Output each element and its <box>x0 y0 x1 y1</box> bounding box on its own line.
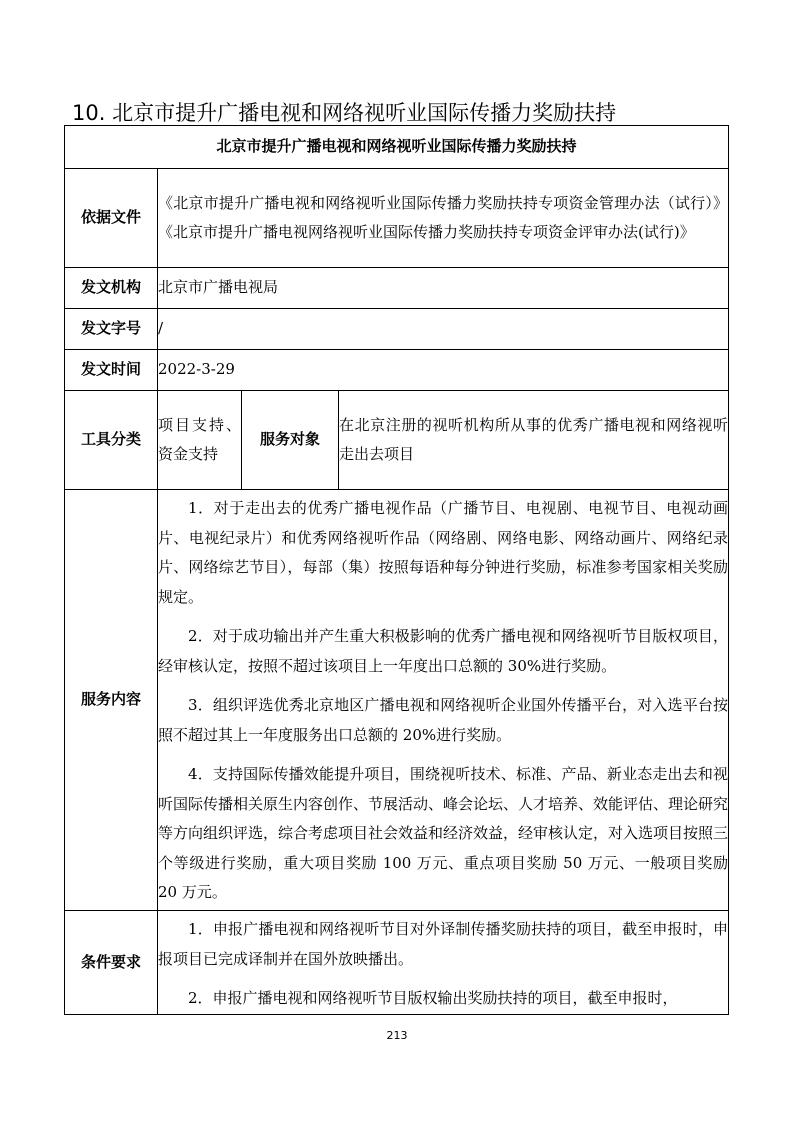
service-content-paragraph: 3．组织评选优秀北京地区广播电视和网络视听企业国外传播平台，对入选平台按照不超过其上一年度服务出口总额的 20%进行奖励。 <box>158 696 729 744</box>
service-content-paragraph: 1．对于走出去的优秀广播电视作品（广播节目、电视剧、电视节目、电视动画片、电视纪录片）和优秀网络视听作品（网络剧、网络电影、网络动画片、网络纪录片、网络综艺节目），每部（集）按照每语种每分钟进行奖励，标准参考国家相关奖励规定。 <box>158 499 729 606</box>
basis-value: 《北京市提升广播电视和网络视听业国际传播力奖励扶持专项资金管理办法（试行）》《北京市提升广播电视网络视听业国际传播力奖励扶持专项资金评审办法(试行)》 <box>158 169 729 268</box>
requirements-paragraph: 2．申报广播电视和网络视听节目版权输出奖励扶持的项目，截至申报时， <box>188 989 678 1007</box>
service-target-label: 服务对象 <box>242 391 339 490</box>
requirements-value <box>158 911 729 1015</box>
table-row <box>65 309 729 350</box>
table-row <box>65 911 729 1015</box>
issuer-label: 发文机构 <box>65 268 158 309</box>
table-caption: 北京市提升广播电视和网络视听业国际传播力奖励扶持 <box>65 126 729 169</box>
requirements-paragraph: 1．申报广播电视和网络视听节目对外译制传播奖励扶持的项目，截至申报时，申报项目已完成译制并在国外放映播出。 <box>158 920 729 968</box>
service-content-paragraph: 2．对于成功输出并产生重大积极影响的优秀广播电视和网络视听节目版权项目，经审核认定，按照不超过该项目上一年度出口总额的 30%进行奖励。 <box>158 627 729 675</box>
doc-number-value: / <box>158 309 729 350</box>
table-row <box>65 169 729 268</box>
table-row <box>65 268 729 309</box>
tool-type-label: 工具分类 <box>65 391 158 490</box>
service-content-paragraph: 4．支持国际传播效能提升项目，围绕视听技术、标准、产品、新业态走出去和视听国际传播相关原生内容创作、节展活动、峰会论坛、人才培养、效能评估、理论研究等方向组织评选，综合考虑项目社会效益和经济效益，经审核认定，对入选项目按照三个等级进行奖励，重大项目奖励 100 万元、重点项目奖励 50 万元、一般项目奖励 20 万元。 <box>158 765 729 901</box>
table-row <box>65 391 729 490</box>
table-caption-row <box>65 126 729 169</box>
policy-table <box>64 125 729 1015</box>
table-row <box>65 350 729 391</box>
page-number: 213 <box>386 1029 408 1042</box>
service-content-value <box>158 490 729 911</box>
section-heading: 10. 北京市提升广播电视和网络视听业国际传播力奖励扶持 <box>72 101 617 125</box>
table-row <box>65 490 729 911</box>
basis-label: 依据文件 <box>65 169 158 268</box>
requirements-label: 条件要求 <box>65 911 158 1015</box>
service-content-label: 服务内容 <box>65 490 158 911</box>
issue-date-label: 发文时间 <box>65 350 158 391</box>
service-target-value: 在北京注册的视听机构所从事的优秀广播电视和网络视听走出去项目 <box>339 391 729 490</box>
issue-date-value: 2022-3-29 <box>158 350 729 391</box>
doc-number-label: 发文字号 <box>65 309 158 350</box>
tool-type-value: 项目支持、资金支持 <box>158 391 242 490</box>
issuer-value: 北京市广播电视局 <box>158 268 729 309</box>
